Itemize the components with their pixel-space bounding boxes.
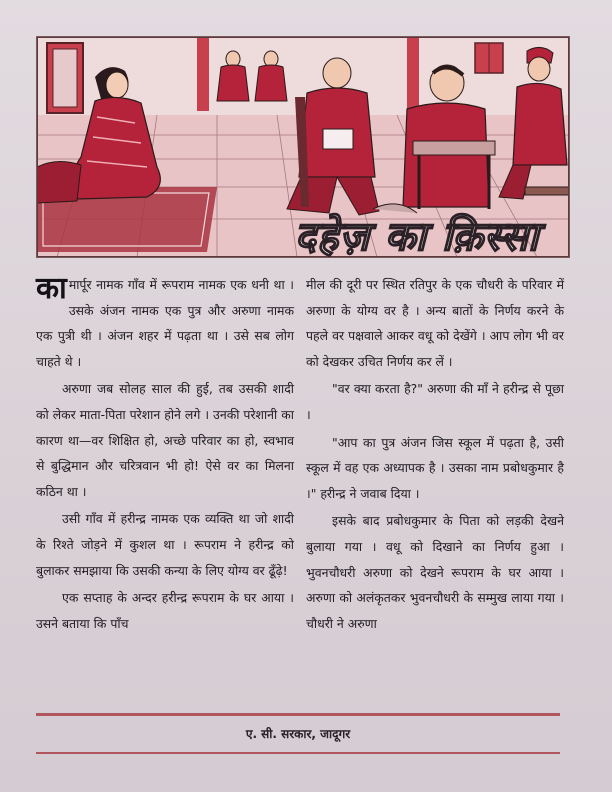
paragraph-5: मील की दूरी पर स्थित रतिपुर के एक चौधरी के परिवार में अरुणा के योग्य वर है । अन्य बातों के निर्णय करने के पहले वर पक्षवाले आकर वधू को देखेंगे । आप लोग भी वर को देखकर उचित निर्णय कर लें । [306, 277, 564, 369]
paragraph-2: अरुणा जब सोलह साल की हुई, तब उसकी शादी को लेकर माता-पिता परेशान होने लगे । उनकी परेशानी का कारण था—वर शिक्षित हो, अच्छे परिवार का हो, स्वभाव से बुद्धिमान और चरित्रवान भी हो! ऐसे वर का मिलना कठिन था । [36, 381, 294, 499]
story-title: दहेज़ का क़िस्सा [294, 214, 540, 260]
paragraph-4: एक सप्ताह के अन्दर हरीन्द्र रूपराम के घर आया । उसने बताया कि पाँच [36, 590, 294, 631]
right-column [306, 272, 564, 638]
paragraph-3: उसी गाँव में हरीन्द्र नामक एक व्यक्ति था जो शादी के रिश्ते जोड़ने में कुशल था । रूपराम ने हरीन्द्र को बुलाकर समझाया कि उसकी कन्या के लिए योग्य वर ढूँढ़े! [36, 511, 294, 578]
left-column [36, 272, 294, 638]
paragraph-1-text: मार्पूर नामक गाँव में रूपराम नामक एक धनी था । उसके अंजन नामक एक पुत्र और अरुणा नामक एक पुत्री थी । अंजन शहर में पढ़ता था । उसे सब लोग चाहते थे । [36, 277, 294, 369]
paragraph-8: इसके बाद प्रबोधकुमार के पिता को लड़की देखने बुलाया गया । वधू को दिखाने का निर्णय हुआ । भुवनचौधरी अरुणा को देखने रूपराम के घर आया । अरुणा को अलंकृतकर भुवनचौधरी के सम्मुख लाया गया । चौधरी ने अरुणा [306, 513, 564, 631]
footer-rule-bottom [36, 752, 560, 754]
footer-rule-top [36, 713, 560, 716]
paragraph-1 [36, 272, 294, 374]
dropcap: का [36, 271, 67, 306]
paragraph-6: "वर क्या करता है?" अरुणा की माँ ने हरीन्द्र से पूछा । [306, 381, 564, 422]
paragraph-7: "आप का पुत्र अंजन जिस स्कूल में पढ़ता है, उसी स्कूल में वह एक अध्यापक है । उसका नाम प्रबोधकुमार है ।" हरीन्द्र ने जवाब दिया । [306, 434, 564, 501]
author-credit: ए. सी. सरकार, जादूगर [245, 727, 351, 741]
